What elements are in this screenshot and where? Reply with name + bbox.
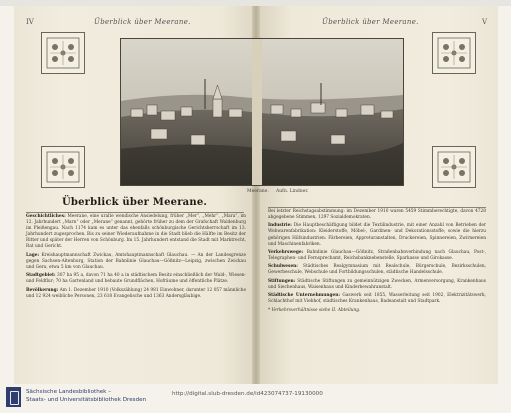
photo-caption-left: Meerane. (247, 189, 269, 194)
entry-label: Bevölkerung: (26, 287, 59, 293)
photo-gutter (252, 39, 262, 185)
floral-ornament-icon (41, 146, 85, 188)
city-panorama-photo (120, 38, 404, 186)
entry-text: Meerane, eine uralte wendische Ansiedelung, früher „Mer“, „Mehr“, „Mara“, im 12. Jahrhundert „Marn“ oder „Merane“ genannt, gehörte früher zu dem der Grafschaft Waldenburg im Pleißengau. Nach 1174 kam es unter das ebenfalls schönburgische Gerichtsherrschaft im 13. Jahrhundert zugesprochen. Bis zu seiner Wiederaufnahme in die Stadt blieb die Hälfte im Besitz der Ritter und später der Herren von Schönburg. Im 15. Jahrhundert entstand die Stadt mit Marktrecht, Rat und Gericht. (26, 214, 246, 250)
entry-text: Bei letzter Reichstagsabstimmung: im Dezember 1910 waren 5459 Stimmberechtigte, davon 4728 abgegebene Stimmen, 1297 Sozialdemokraten. (268, 209, 486, 221)
entry-text: Gaswerk seit 1855, Wasserleitung seit 1902, Elektrizitätswerk, Schlachthof mit Viehhof, städtisches Krankenhaus, Badeanstalt und Stadtpark. (268, 293, 486, 305)
entry-text: Städtisches Realgymnasium mit Realschule, Bürgerschule, Bezirksschulen, Gewerbeschule, Webschule und Fortbildungsschulen, städtische Handelsschule. (268, 264, 486, 276)
entry-label: Lage: (26, 252, 40, 258)
library-name-line2: Staats- und Universitätsbibliothek Dresden (26, 397, 147, 403)
entry-text: Bahnlinie Glauchau—Gößnitz, Straßenbahnverbindung nach Glauchau, Post-, Telegraphen- und Fernsprechamt, Reichsbanknebenstelle, Sparkasse und Girokasse. (268, 249, 486, 262)
running-head-left: Überblick über Meerane. (94, 18, 191, 26)
entry-traffic (268, 250, 486, 262)
entry-label: Industrie: (268, 223, 292, 229)
photo-caption-right: Aufn. Lindner. (276, 189, 309, 194)
floral-ornament-icon (41, 32, 85, 74)
entry-area (26, 273, 246, 285)
floral-ornament-icon (432, 32, 476, 74)
divider (268, 207, 486, 208)
entry-municipal (268, 293, 486, 305)
entry-foundations (268, 279, 486, 291)
entry-label: Verkehrswege: (268, 249, 304, 255)
section-heading: Überblick über Meerane. (62, 197, 208, 208)
entry-label: Stiftungen: (268, 278, 296, 284)
library-footer (0, 384, 511, 413)
entry-text: Städtische Stiftungen zu gemeinnützigen Zwecken, Armenversorgung, Krankenhaus und Siechenhaus, Waisenhaus und Kinderbewahranstalt. (268, 278, 486, 290)
right-text-column (268, 209, 486, 317)
left-text-column (26, 214, 246, 302)
page-number-right: V (482, 18, 488, 26)
entry-text: Die Hauptbeschäftigung bildet die Textilindustrie, mit einer Anzahl von Betrieben der Webwarenfabrikation: Kleiderstoffe, Möbel-, Gardinen- und Dekorationsstoffe; sowie die hierzu gehörigen Hilfsindustrien: Färbereien, Appreturanstalten, Druckereien, Spinnereien, Zwirnereien und Maschinenfabriken. (268, 223, 486, 247)
entry-label: Städtische Unternehmungen: (268, 293, 340, 299)
entry-text: Am 1. Dezember 1910 (Volkszählung) 24 981 Einwohner, darunter 12 057 männliche und 12 924 weibliche Personen, 23 618 Evangelische und 1363 Andersgläubige. (26, 287, 246, 299)
entry-history (26, 214, 246, 251)
entry-schools (268, 264, 486, 276)
running-head-right: Überblick über Meerane. (322, 18, 419, 26)
entry-population (26, 288, 246, 300)
permalink-url[interactable]: http://digital.slub-dresden.de/id423074737-19130000 (172, 391, 323, 397)
entry-label: Schulwesen: (268, 264, 298, 270)
entry-text: Kreishauptmannschaft Zwickau, Amtshauptmannschaft Glauchau. — An der Landesgrenze gegen Sachsen-Altenburg, Station der Bahnlinie Glauchau—Gößnitz—Leipzig, zwischen Zwickau und Gera, etwa 5 km von Glauchau. (26, 252, 246, 270)
entry-location (26, 253, 246, 271)
book-spread (14, 6, 498, 384)
entry-text: 307 ha 95 a, davon 71 ha 40 a in städtischem Besitz einschließlich der Wald-, Wiesen- und Feldflur; 70 ha Gartenland und bebaute Grundflächen, Hofräume und öffentliche Plätze. (26, 273, 246, 285)
page-number-left: IV (26, 18, 34, 26)
entry-label: Stadtgebiet: (26, 273, 56, 279)
entry-label: Geschichtliches: (26, 214, 66, 219)
entry-industry (268, 223, 486, 247)
entry-elections (268, 209, 486, 221)
divider (26, 212, 244, 213)
footnote: * Verkehrsverhältnisse siehe II. Abteilung. (268, 308, 361, 314)
floral-ornament-icon (432, 146, 476, 188)
library-name-line1: Sächsische Landesbibliothek – (26, 389, 111, 395)
slub-logo-icon (6, 387, 21, 407)
